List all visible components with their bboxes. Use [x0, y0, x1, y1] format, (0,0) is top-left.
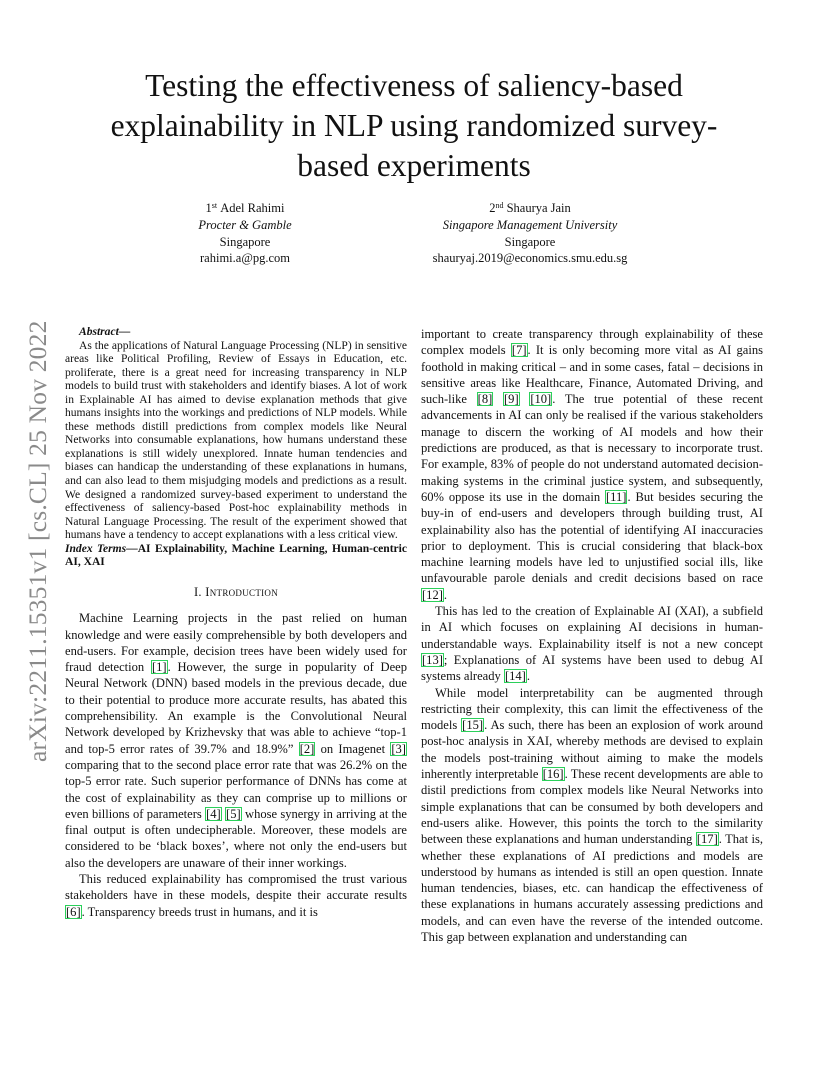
citation-link[interactable]: [7] — [511, 343, 527, 358]
citation-link[interactable]: [8] — [477, 392, 493, 407]
right-body-text — [421, 326, 763, 945]
citation-link[interactable]: [10] — [530, 392, 552, 407]
citation-link[interactable]: [16] — [542, 767, 564, 782]
author-email[interactable]: rahimi.a@pg.com — [200, 251, 290, 266]
body-paragraph: Machine Learning projects in the past relied on human knowledge and were easily comprehensible by both developers and end-users. For example, decision trees have been widely used for fraud detection [1]. However, the surge in popularity of Deep Neural Network (DNN) based models in the previous decade, due to their potential to produce more accurate results, has abated this comprehensibility. An example is the Convolutional Neural Network developed by Krizhevsky that was able to achieve “top-1 and top-5 error rates of 39.7% and 18.9%” [2] on Imagenet [3] comparing that to the second place error rate that was 26.2% on the top-5 error rate. Such superior performance of DNNs has come at the cost of explainability as they can comprise up to millions or even billions of parameters [4] [5] whose synergy in arriving at the final output is often undecipherable. Moreover, these models are considered to be ‘black boxes’, where not only the end-users but also the developers are unaware of their inner workings. — [65, 611, 408, 870]
citation-link[interactable]: [15] — [462, 718, 484, 733]
citation-link[interactable]: [11] — [605, 489, 627, 504]
author-name-line: 2nd Shaurya Jain — [489, 201, 571, 215]
author-block-2 — [400, 200, 660, 267]
author-name: Shaurya Jain — [506, 201, 571, 215]
citation-link[interactable]: [12] — [422, 587, 443, 602]
citation-link[interactable]: [4] — [206, 806, 221, 821]
index-terms — [65, 543, 407, 570]
citation-link[interactable]: [13] — [422, 652, 443, 667]
citation-link[interactable]: [2] — [299, 741, 315, 756]
abstract-label: Abstract— — [79, 326, 131, 338]
author-email[interactable]: shauryaj.2019@economics.smu.edu.sg — [432, 251, 628, 266]
section-heading-introduction: I. Introduction — [193, 584, 279, 599]
author-affiliation: Singapore Management University — [442, 217, 618, 232]
citation-link[interactable]: [1] — [151, 660, 167, 675]
citation-link[interactable]: [14] — [504, 669, 526, 684]
index-terms-label: Index Terms — [65, 542, 127, 555]
citation-link[interactable]: [5] — [226, 806, 241, 821]
abstract — [65, 326, 407, 570]
citation-link[interactable]: [6] — [66, 904, 81, 919]
left-body-text — [65, 610, 407, 920]
citation-link[interactable]: [9] — [504, 392, 519, 407]
arxiv-stamp-container — [22, 286, 52, 762]
paper-title: Testing the effectiveness of saliency-based explainability in NLP using randomized survey-based experiments — [110, 68, 718, 183]
abstract-text: As the applications of Natural Language Processing (NLP) in sensitive areas like Political Profiling, Review of Essays in Education, etc. proliferate, there is a great need for increasing transparency in NLP models to build trust with stakeholders and identify biases. A lot of work in Explainable AI has aimed to devise explanation methods that give humans insights into the workings and predictions of NLP models. While these methods distill predictions from complex models like Neural Networks into consumable explanations, how humans understand these explanations is still widely unexplored. Innate human tendencies and biases can handicap the understanding of these explanations in humans, and can also lead to them misjudging models and predictions as a result. We designed a randomized survey-based experiment to understand the effectiveness of saliency-based Post-hoc explainability methods in Natural Language Processing. The result of the experiment showed that humans have a tendency to accept explanations with a less critical view. — [65, 339, 407, 542]
citation-link[interactable]: [17] — [696, 832, 718, 847]
left-column — [65, 326, 407, 920]
body-paragraph: While model interpretability can be augmented through restricting their complexity, this can limit the effectiveness of the models [15]. As such, there has been an explosion of work around post-hoc analysis in XAI, whereby methods are devised to explain the models post-training without aiming to make the models inherently interpretable [16]. These recent developments are able to distil predictions from complex models like Neural Networks into simple explanations that can be consumed by both developers and end-users alike. However, this points the torch to the similarity between these explanations and human understanding [17]. That is, whether these explanations of AI predictions and models are understood by humans as intended is still an open question. Innate human tendencies, biases, etc. can handicap the effectiveness of these explanations in humans accurately assessing predictions and models, and can even have the reverse of the intended outcome. This gap between explanation and understanding can — [421, 685, 763, 944]
body-paragraph: This reduced explainability has compromised the trust various stakeholders have in these models, despite their accurate results [6]. Transparency breeds trust in humans, and it is — [65, 871, 407, 919]
body-paragraph: This has led to the creation of Explainable AI (XAI), a subfield in AI which focuses on explaining AI decisions in human-understandable ways. Explainability itself is not a new concept [13]; Explanations of AI systems have been used to debug AI systems already [14]. — [421, 604, 763, 684]
right-column — [421, 326, 763, 945]
author-location: Singapore — [504, 234, 556, 249]
body-paragraph: important to create transparency through explainability of these complex models [7]. It is only becoming more vital as AI gains foothold in making critical – and in some cases, fatal – decisions in sensitive areas like Healthcare, Finance, Automated Driving, and such-like [8] [9] [10]. The true potential of these recent advancements in AI can only be realised if the various stakeholders manage to discern the working of AI models and how their predictions are produced, as that is necessary to incorporate trust. For example, 83% of people do not understand automated decision-making systems in the criminal justice system, and subsequently, 60% oppose its use in the domain [11]. But besides securing the buy-in of end-users and developers through building trust, AI explainability also has the potential of identifying AI inaccuracies prior to deployment. This is crucial considering that black-box machine learning models have led to unjustified social ills, like unfavourable parole denials and credit decisions based on race [12]. — [421, 327, 763, 602]
author-block-1 — [155, 200, 335, 267]
author-name-line: 1st Adel Rahimi — [205, 201, 285, 215]
author-name: Adel Rahimi — [220, 201, 285, 215]
arxiv-identifier-stamp[interactable]: arXiv:2211.15351v1 [cs.CL] 25 Nov 2022 — [23, 320, 52, 762]
author-affiliation: Procter & Gamble — [198, 217, 292, 232]
author-location: Singapore — [219, 234, 271, 249]
citation-link[interactable]: [3] — [391, 741, 406, 756]
index-terms-text: —AI Explainability, Machine Learning, Human-centric AI, XAI — [65, 542, 407, 569]
